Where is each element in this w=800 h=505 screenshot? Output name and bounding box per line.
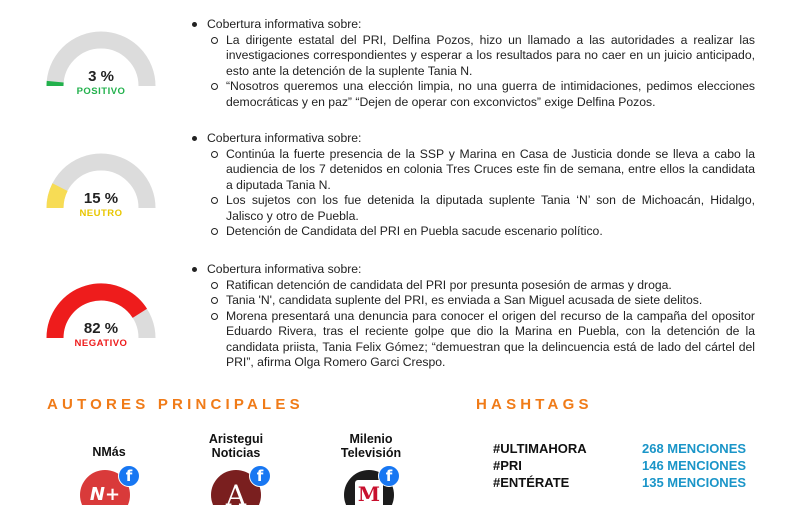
milenio-logo-badge <box>355 480 383 505</box>
author-milenio[interactable] <box>316 432 426 460</box>
milenio-logo-text: M <box>357 482 381 505</box>
coverage-item: La dirigente estatal del PRI, Delfina Pozos, hizo un llamado a las autoridades a realizar las investigaciones correspondientes y esperar a los resultados para no caer en un juicio anticipado, esto ante la detención de la suplente Tania N. <box>226 32 755 78</box>
coverage-list <box>190 278 755 371</box>
coverage-negative <box>190 262 755 371</box>
hashtag-mentions: 135 MENCIONES <box>642 475 747 490</box>
gauge-neutral-label: NEUTRO <box>79 208 123 219</box>
coverage-neutral <box>190 131 755 240</box>
author-name: Milenio <box>349 432 393 446</box>
facebook-icon[interactable]: f <box>118 465 140 487</box>
author-aristegui[interactable] <box>181 432 291 460</box>
gauge-neutral <box>45 152 157 219</box>
hashtag[interactable]: #ENTÉRATE <box>493 475 570 490</box>
coverage-item: Morena presentará una denuncia para conocer el origen del recurso de la campaña del opositor Eduardo Rivera, tras el reciente golpe que dio la Marina en Puebla, con la detención de la candidata priista, Tania Felix Gómez; “demuestran que la delincuencia está de lado del cártel del PRI”, afirma Olga Romero Garci Crespo. <box>226 308 755 369</box>
coverage-heading: Cobertura informativa sobre: <box>190 17 755 33</box>
aristegui-logo-text: A <box>225 479 247 505</box>
coverage-list <box>190 33 755 111</box>
author-name: NMás <box>92 445 126 459</box>
coverage-item: Ratifican detención de candidata del PRI por presunta posesión de armas y droga. <box>226 278 755 294</box>
facebook-icon[interactable]: f <box>249 465 271 487</box>
coverage-list <box>190 147 755 240</box>
gauge-positive-label: POSITIVO <box>76 86 126 97</box>
gauge-negative-label: NEGATIVO <box>74 338 128 349</box>
facebook-icon[interactable]: f <box>378 465 400 487</box>
authors-title: AUTORES PRINCIPALES <box>47 396 304 413</box>
coverage-heading: Cobertura informativa sobre: <box>190 262 755 278</box>
coverage-item: Continúa la fuerte presencia de la SSP y Marina en Casa de Justicia donde se lleva a cabo la audiencia de los 7 detenidos en colonia Tres Cruces este fin de semana, entre ellos la candidata a diputada Tania N. <box>226 146 755 192</box>
gauge-neutral-percent: 15 % <box>83 190 119 207</box>
hashtags-title: HASHTAGS <box>476 396 593 413</box>
hashtag[interactable]: #ULTIMAHORA <box>493 441 587 456</box>
hashtag-mentions: 268 MENCIONES <box>642 441 747 456</box>
author-nmas[interactable] <box>54 445 164 459</box>
author-name-line2: Noticias <box>211 446 261 460</box>
coverage-item: Los sujetos con los fue detenida la diputada suplente Tania ‘N’ son de Michoacán, Hidalgo, Jalisco y otro de Puebla. <box>226 193 755 223</box>
coverage-positive <box>190 17 755 110</box>
gauge-positive-percent: 3 % <box>88 68 114 85</box>
author-name: Aristegui <box>208 432 264 446</box>
hashtag-mentions: 146 MENCIONES <box>642 458 747 473</box>
coverage-heading: Cobertura informativa sobre: <box>190 131 755 147</box>
coverage-item: “Nosotros queremos una elección limpia, no una guerra de intimidaciones, pedimos elecciones democráticas y en paz” “Dejen de operar con exconvictos” exige Delfina Pozos. <box>226 79 755 109</box>
gauge-negative <box>45 282 157 349</box>
hashtag[interactable]: #PRI <box>493 458 522 473</box>
coverage-item: Tania 'N', candidata suplente del PRI, es enviada a San Miguel acusada de siete delitos. <box>226 293 755 309</box>
nmas-logo-text: N+ <box>89 484 121 505</box>
gauge-negative-percent: 82 % <box>83 320 119 337</box>
author-name-line2: Televisión <box>340 446 402 460</box>
gauge-positive <box>45 30 157 97</box>
coverage-item: Detención de Candidata del PRI en Puebla sacude escenario político. <box>226 224 755 240</box>
